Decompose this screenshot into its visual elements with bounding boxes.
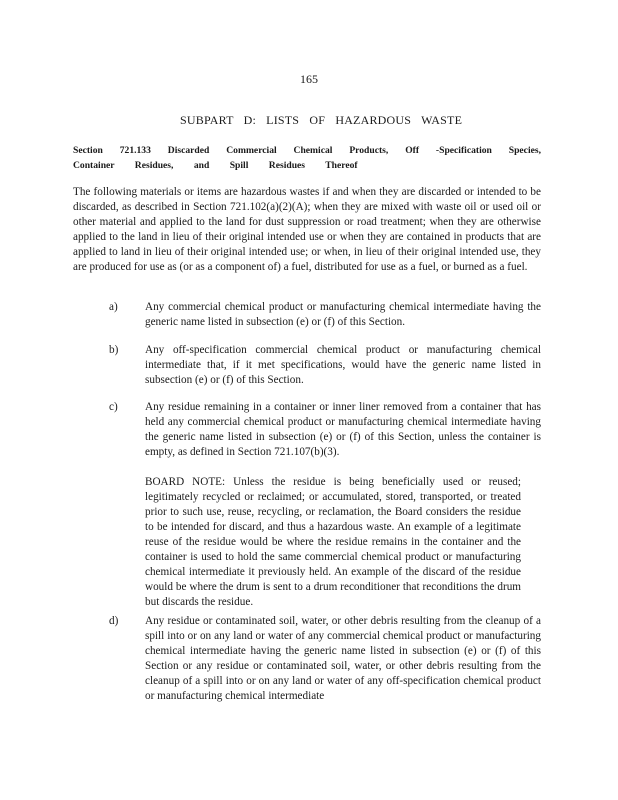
list-item-text: Any residue remaining in a container or inner liner removed from a container that has held any commercial chemical product or manufacturing chemical intermediate having the generic name listed in subsection (e) or (f) of this Section, unless the container is empty, as defined in Section 721.107(b)(3).	[145, 401, 541, 458]
list-item-d	[109, 614, 541, 704]
list-item-text: Any off-specification commercial chemical product or manufacturing chemical intermediate that, if it met specifications, would have the generic name listed in subsection (e) or (f) of this Section.	[145, 344, 541, 386]
list-item-marker: a)	[109, 301, 118, 313]
list-item-b	[109, 343, 541, 388]
list-item-text: Any commercial chemical product or manufacturing chemical intermediate having the generic name listed in subsection (e) or (f) of this Section.	[145, 301, 541, 328]
subpart-title: SUBPART D: LISTS OF HAZARDOUS WASTE	[180, 113, 463, 127]
list-item-a	[109, 300, 541, 330]
list-item-c	[109, 400, 541, 610]
intro-paragraph: The following materials or items are hazardous wastes if and when they are discarded or intended to be discarded, as described in Section 721.102(a)(2)(A); when they are mixed with waste oil or used oil or other material and applied to the land for dust suppression or road treatment; when they are otherwise applied to the land in lieu of their original intended use or when they are contained in products that are applied to land in lieu of their original intended use; or when, in lieu of their original intended use, they are produced for use as (or as a component of) a fuel, distributed for use as a fuel, or burned as a fuel.	[73, 186, 541, 273]
board-note: BOARD NOTE: Unless the residue is being beneficially used or reused; legitimately recycled or reclaimed; or accumulated, stored, transported, or treated prior to such use, reuse, recycling, or reclamation, the Board considers the residue to be intended for discard, and thus a hazardous waste. An example of a legitimate reuse of the residue would be where the residue remains in the container and the container is used to hold the same commercial chemical product or manufacturing chemical intermediate it previously held. An example of the discard of the residue would be where the drum is sent to a drum reconditioner that reconditions the drum but discards the residue.	[145, 476, 521, 608]
section-heading-line-1: Section 721.133 Discarded Commercial Chemical Products, Off -Specification Species,	[73, 145, 541, 156]
page-number: 165	[300, 72, 318, 86]
list-item-marker: b)	[109, 344, 119, 356]
section-heading-line-2: Container Residues, and Spill Residues Thereof	[73, 160, 358, 171]
list-item-marker: d)	[109, 615, 119, 627]
section-heading	[73, 143, 541, 173]
list-item-marker: c)	[109, 401, 118, 413]
list-item-text: Any residue or contaminated soil, water, or other debris resulting from the cleanup of a spill into or on any land or water of any commercial chemical product or manufacturing chemical intermediate having the generic name listed in subsection (e) or (f) of this Section or any residue or contaminated soil, water, or other debris resulting from the cleanup of a spill into or on any land or water of any off-specification chemical product or manufacturing chemical intermediate	[145, 615, 541, 702]
